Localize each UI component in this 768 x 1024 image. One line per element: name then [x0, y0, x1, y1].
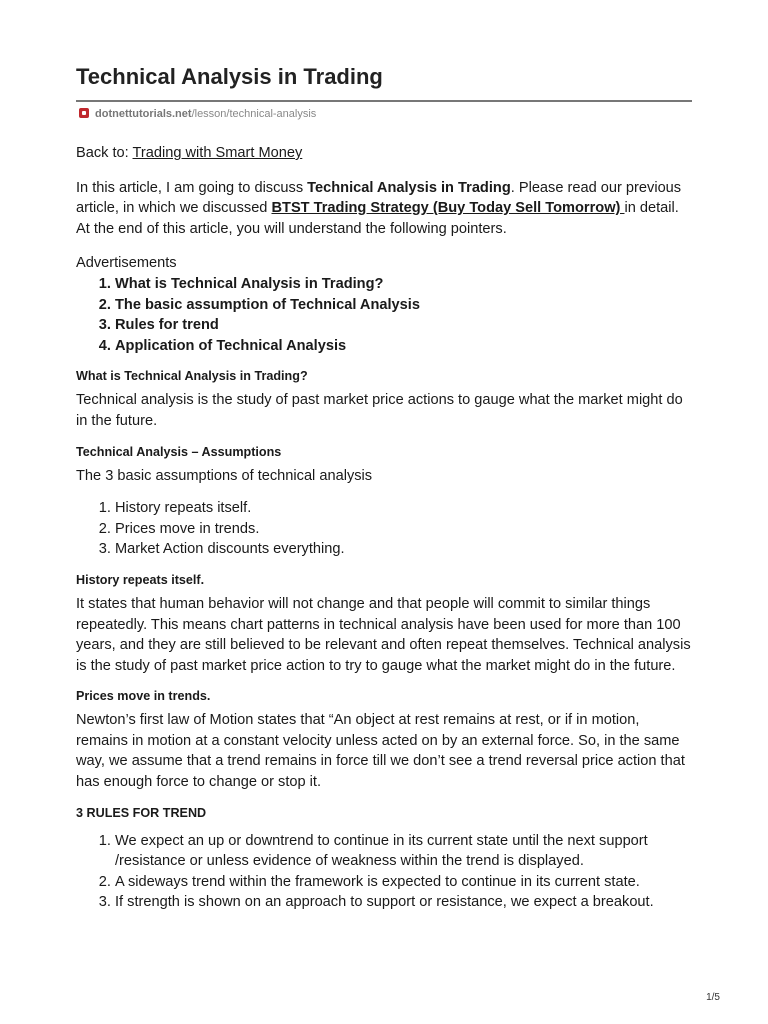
- back-link[interactable]: Trading with Smart Money: [132, 145, 303, 161]
- intro-bold: Technical Analysis in Trading: [307, 179, 511, 196]
- page-title: Technical Analysis in Trading: [76, 64, 383, 89]
- intro-text-3: in detail. At the end of this article, you will understand the following pointers.: [76, 200, 679, 237]
- previous-article-link[interactable]: BTST Trading Strategy (Buy Today Sell Tomorrow): [271, 200, 625, 217]
- section-heading: 3 RULES FOR TREND: [76, 805, 207, 820]
- section-body: It states that human behavior will not change and that people will commit to similar things repeatedly. This means chart patterns in technical analysis have been used for more than 100 years, and they are still believed to be relevant and often repeat themselves. Technical analysis is the study of past market price action to try to gauge what the market might do in the future.: [76, 595, 691, 674]
- site-favicon-icon: [79, 108, 89, 118]
- section-heading: Prices move in trends.: [76, 689, 211, 704]
- section-body: Technical analysis is the study of past market price actions to gauge what the market might do in the future.: [76, 392, 683, 429]
- back-prefix: Back to:: [76, 145, 133, 161]
- trend-rules-list: [76, 831, 692, 913]
- title-divider: [76, 100, 692, 102]
- section-body: The 3 basic assumptions of technical analysis: [76, 467, 373, 484]
- pointer-item: 4. Application of Technical Analysis: [115, 336, 692, 357]
- list-item: 3. Market Action discounts everything.: [115, 539, 692, 560]
- list-item: 2. A sideways trend within the framework is expected to continue in its current state.: [115, 872, 692, 893]
- pointer-item: 3. Rules for trend: [115, 315, 692, 336]
- section-heading: Technical Analysis – Assumptions: [76, 444, 282, 459]
- section-heading: History repeats itself.: [76, 572, 205, 587]
- list-item: 1. We expect an up or downtrend to continue in its current state until the next support /resistance or unless evidence of weakness within the trend is displayed.: [115, 831, 692, 872]
- source-domain: dotnettutorials.net: [95, 108, 192, 120]
- source-path: /lesson/technical-analysis: [191, 108, 317, 120]
- back-link-line: [76, 143, 692, 164]
- list-item: 3. If strength is shown on an approach to support or resistance, we expect a breakout.: [115, 892, 692, 913]
- source-url[interactable]: [79, 108, 316, 120]
- page-number: 1/5: [706, 992, 720, 1003]
- pointers-list: [76, 274, 692, 356]
- list-item: 1. History repeats itself.: [115, 498, 692, 519]
- pointer-item: 2. The basic assumption of Technical Analysis: [115, 295, 692, 316]
- intro-text-1: In this article, I am going to discuss: [76, 179, 308, 196]
- advertisements-label: Advertisements: [76, 255, 177, 272]
- assumptions-list: [76, 498, 692, 560]
- article-body: [76, 143, 692, 913]
- pointer-item: 1. What is Technical Analysis in Trading?: [115, 274, 692, 295]
- section-body: Newton’s first law of Motion states that “An object at rest remains at rest, or if in motion, remains in motion at a constant velocity unless acted on by an external force. So, in the same way, we assume that a trend remains in force till we don’t see a trend reversal price action that has enough force to change or stop it.: [76, 712, 685, 791]
- list-item: 2. Prices move in trends.: [115, 519, 692, 540]
- section-heading: What is Technical Analysis in Trading?: [76, 369, 308, 384]
- intro-paragraph: [76, 178, 692, 240]
- intro-text-2: . Please read our previous article, in which we discussed: [76, 179, 682, 217]
